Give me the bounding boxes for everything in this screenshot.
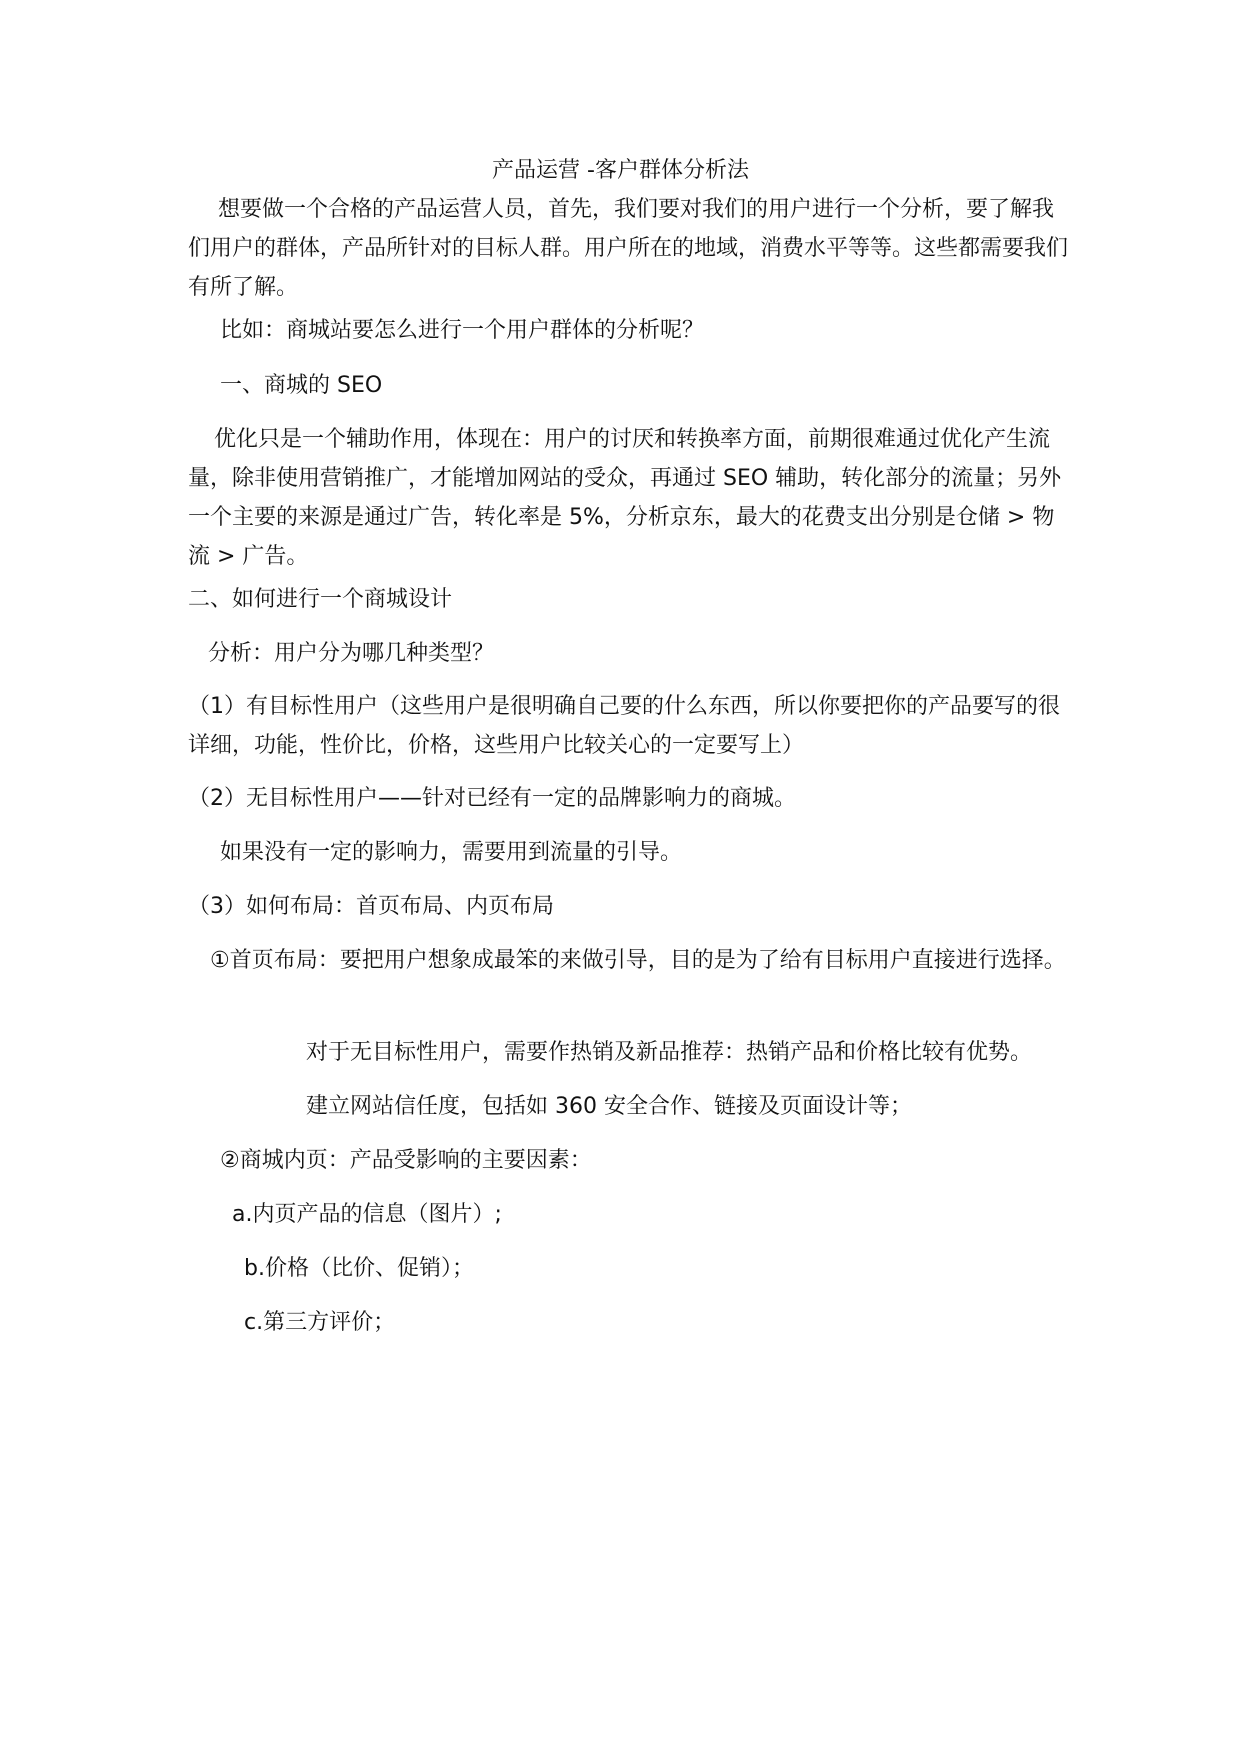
- paragraph-traffic-guidance: 如果没有一定的影响力，需要用到流量的引导。: [220, 840, 683, 865]
- heading-section-2: 二、如何进行一个商城设计: [188, 587, 453, 612]
- list-item-untargeted-users: （2）无目标性用户——针对已经有一定的品牌影响力的商城。: [188, 786, 796, 811]
- document-title: 产品运营 -客户群体分析法: [492, 158, 749, 183]
- paragraph-homepage-layout: ①首页布局：要把用户想象成最笨的来做引导，目的是为了给有目标用户直接进行选择。: [188, 948, 1066, 973]
- list-item-layout: （3）如何布局：首页布局、内页布局: [188, 894, 554, 919]
- paragraph-example-question: 比如：商城站要怎么进行一个用户群体的分析呢？: [220, 318, 705, 343]
- paragraph-hot-products: 对于无目标性用户，需要作热销及新品推荐：热销产品和价格比较有优势。: [306, 1040, 1033, 1065]
- list-item-factor-c: c.第三方评价；: [244, 1310, 396, 1335]
- paragraph-site-trust: 建立网站信任度，包括如 360 安全合作、链接及页面设计等；: [306, 1094, 912, 1119]
- paragraph-intro: 想要做一个合格的产品运营人员，首先，我们要对我们的用户进行一个分析，要了解我们用户的群体，产品所针对的目标人群。用户所在的地域，消费水平等等。这些都需要我们有所了解。: [188, 197, 1069, 300]
- paragraph-analysis-question: 分析：用户分为哪几种类型？: [208, 641, 495, 666]
- heading-section-1: 一、商城的 SEO: [220, 373, 383, 398]
- list-item-factor-a: a.内页产品的信息（图片）;: [232, 1202, 502, 1227]
- paragraph-seo: 优化只是一个辅助作用，体现在：用户的讨厌和转换率方面，前期很难通过优化产生流量，除非使用营销推广，才能增加网站的受众，再通过 SEO 辅助，转化部分的流量；另外一个主要的来源是通过广告，转化率是 5%，分析京东，最大的花费支出分别是仓储 > 物流 > 广告。: [188, 427, 1062, 569]
- list-item-factor-b: b.价格（比价、促销）；: [244, 1256, 474, 1281]
- list-item-targeted-users: （1）有目标性用户（这些用户是很明确自己要的什么东西，所以你要把你的产品要写的很详细，功能，性价比，价格，这些用户比较关心的一定要写上）: [188, 694, 1061, 758]
- paragraph-inner-page-factors: ②商城内页：产品受影响的主要因素：: [220, 1148, 592, 1173]
